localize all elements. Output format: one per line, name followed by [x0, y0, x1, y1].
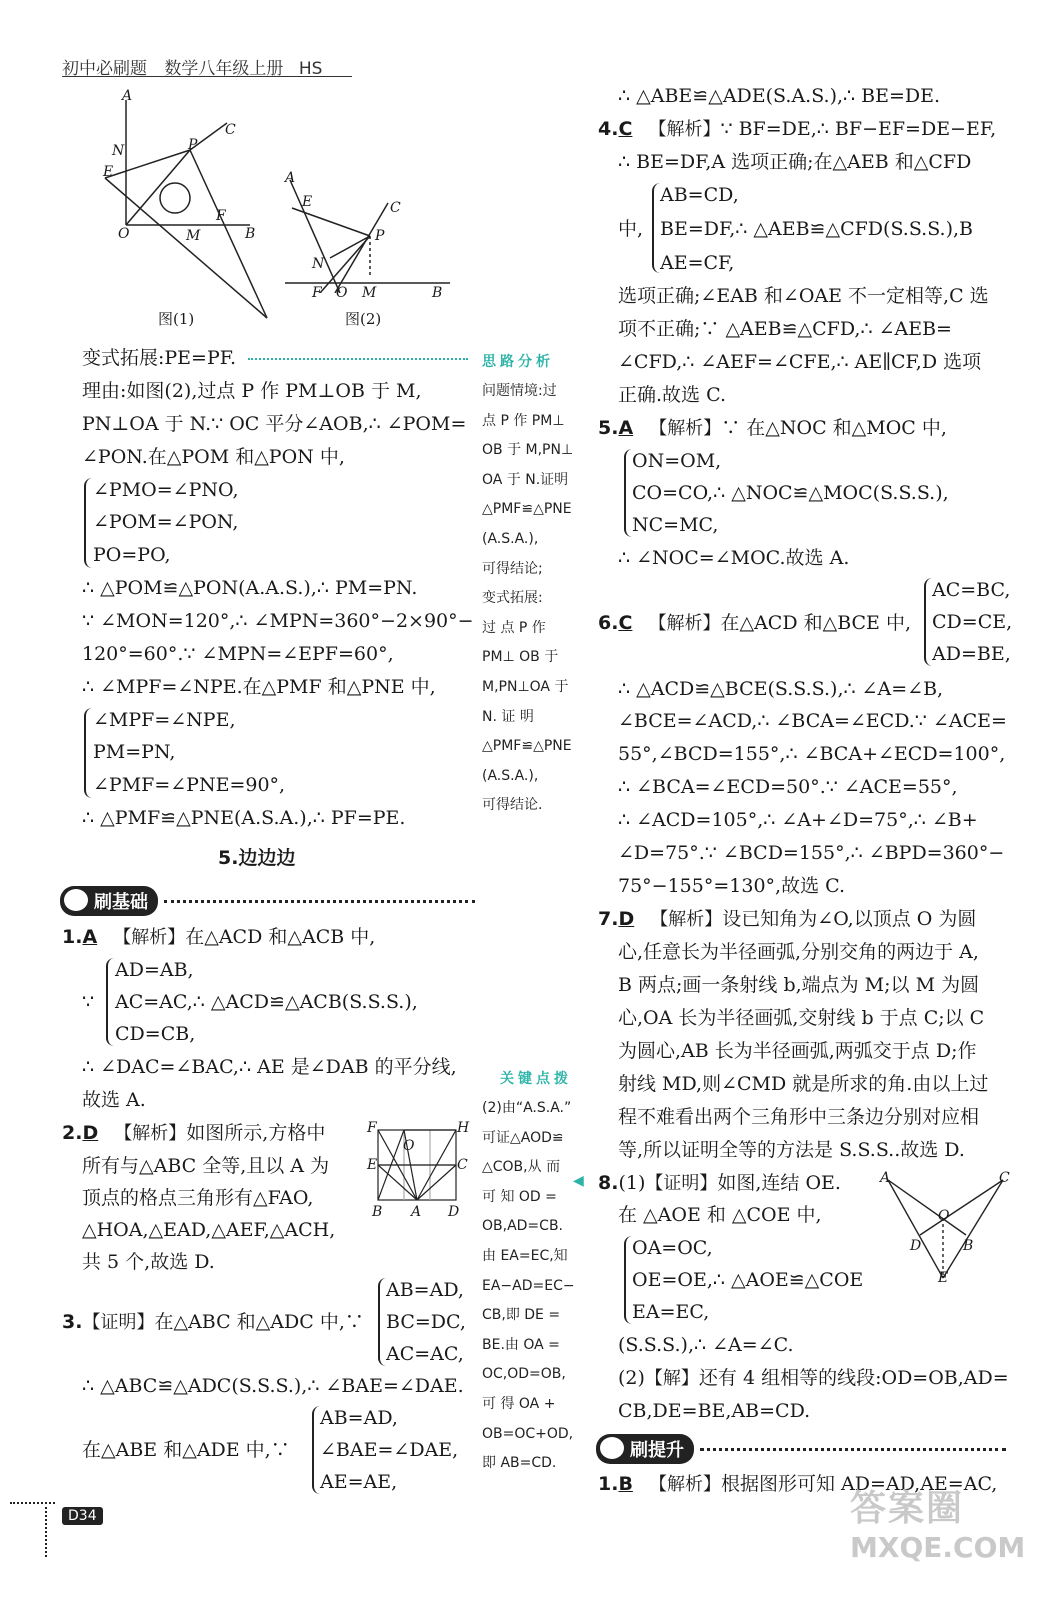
section-bar-advanced [596, 1434, 1006, 1464]
brace [106, 958, 114, 1046]
brace [378, 1278, 386, 1366]
sidebar-line: (A.S.A.), [482, 767, 539, 784]
system1-line-1: ∠PMO=∠PNO, [93, 479, 239, 501]
sidebar-pointer [248, 358, 468, 360]
page-number: D34 [62, 1507, 103, 1525]
q1-system-1: AD=AB, [115, 959, 194, 981]
grid-label-b: B [372, 1204, 383, 1220]
q3-system2-2: ∠BAE=∠DAE, [320, 1439, 459, 1461]
q7-line-7: 程不难看出两个三角形中三条边分别对应相 [618, 1106, 980, 1128]
q7-line-2: 心,任意长为半径画弧,分别交角的两边于 A, [618, 941, 979, 963]
sidebar-line: 变式拓展: [482, 590, 543, 607]
fig2-label-a: A [285, 170, 296, 186]
q1-number: 1. [62, 926, 83, 948]
q8-label-a: A [880, 1170, 891, 1186]
right-top-line: ∴ △ABE≌△ADE(S.A.S.),∴ BE=DE. [618, 85, 941, 107]
q2-number: 2. [62, 1122, 83, 1144]
p1-answer: B [618, 1473, 633, 1495]
sidebar-line: △COB,从 而 [482, 1159, 561, 1176]
q7-line-8: 等,所以证明全等的方法是 S.S.S..故选 D. [618, 1139, 965, 1161]
page-corner-rule [45, 1502, 47, 1557]
q3-tag: 【证明】 [82, 1312, 155, 1333]
q2-line-1: 如图所示,方格中 [186, 1122, 326, 1144]
q4-tag: 【解析】 [648, 119, 721, 140]
q4-line-2: ∴ BE=DF,A 选项正确;在△AEB 和△CFD [618, 151, 972, 173]
q6-number: 6. [598, 612, 619, 634]
after2-line: ∴ △PMF≌△PNE(A.S.A.),∴ PF=PE. [82, 807, 406, 829]
fig2-caption: 图(2) [345, 310, 382, 328]
q6-after-5: ∴ ∠ACD=105°,∴ ∠A+∠D=75°,∴ ∠B+ [618, 809, 978, 831]
q6-after-4: ∴ ∠BCA=∠ECD=50°.∵ ∠ACE=55°, [618, 776, 958, 798]
pointer-arrow-icon: ◀ [573, 1173, 584, 1189]
sidebar-line: PM⊥ OB 于 [482, 649, 559, 666]
q4-line-1: ∵ BF=DE,∴ BF−EF=DE−EF, [720, 118, 997, 140]
q6-after-2: ∠BCE=∠ACD,∴ ∠BCA=∠ECD.∵ ∠ACE= [618, 710, 1007, 732]
header-rule [62, 76, 352, 77]
sidebar-title-keypoint: 关键点拨 [500, 1071, 572, 1087]
q8-label-e: E [938, 1270, 949, 1286]
q4-system-3: AE=CF, [660, 252, 735, 274]
sidebar-line: 可 知 OD = [482, 1188, 557, 1205]
question-6 [598, 611, 911, 636]
after1-line-2: ∵ ∠MON=120°,∴ ∠MPN=360°−2×90°− [82, 610, 474, 632]
system1-line-2: ∠POM=∠PON, [93, 511, 239, 533]
sidebar-keypoint [482, 1094, 575, 1479]
system2-line-3: ∠PMF=∠PNE=90°, [93, 774, 286, 796]
q7-line-4: 心,OA 长为半径画弧,交射线 b 于点 C;以 C [618, 1007, 985, 1029]
sidebar-line: 由 EA=EC,知 [482, 1247, 568, 1264]
grid-label-o: O [403, 1138, 415, 1154]
q6-system-3: AD=BE, [932, 643, 1011, 665]
q4-prefix: 中, [618, 218, 644, 240]
q8-tag-2: 【解】 [644, 1368, 699, 1389]
q5-system-2: CO=CO,∴ △NOC≌△MOC(S.S.S.), [632, 482, 949, 504]
q7-line-1: 设已知角为∠O,以顶点 O 为圆 [722, 908, 977, 930]
sidebar-line: N. 证 明 [482, 708, 534, 725]
q1-tag: 【解析】 [113, 927, 186, 948]
q6-text: 在△ACD 和△BCE 中, [720, 612, 912, 634]
question-4 [598, 117, 996, 142]
q4-answer: C [618, 118, 633, 140]
header-edition: HS [298, 59, 323, 79]
q5-answer: A [618, 417, 634, 439]
q3-text-2: 在△ABE 和△ADE 中,∵ [82, 1439, 290, 1461]
q3-system-3: AC=AC, [386, 1343, 464, 1365]
sidebar-line: 可得结论; [482, 560, 543, 577]
sidebar-title-analysis: 思路分析 [482, 354, 554, 370]
fig2-label-n: N [312, 256, 325, 272]
q2-tag: 【解析】 [114, 1123, 187, 1144]
sidebar-line: 可得结论. [482, 797, 543, 814]
question-7 [598, 907, 976, 932]
q6-system-1: AC=BC, [932, 579, 1011, 601]
fig1-label-e: E [103, 164, 114, 180]
figure-2 [280, 168, 455, 293]
q4-after-1: 选项正确;∠EAB 和∠OAE 不一定相等,C 选 [618, 285, 989, 307]
q2-line-5: 共 5 个,故选 D. [82, 1251, 215, 1273]
p1-tag: 【解析】 [648, 1474, 721, 1495]
q5-number: 5. [598, 417, 619, 439]
fig2-label-b: B [432, 285, 443, 301]
sidebar-line: △PMF≌△PNE [482, 738, 572, 755]
page-corner-rule [10, 1502, 55, 1504]
q2-line-4: △HOA,△EAD,△AEF,△ACH, [82, 1219, 336, 1241]
q7-tag: 【解析】 [650, 909, 723, 930]
badge-advanced [596, 1434, 694, 1464]
watermark-bottom: MXQE.COM [850, 1531, 1026, 1564]
sidebar-line: CB,即 DE = [482, 1307, 561, 1324]
fig1-label-p: P [188, 137, 198, 153]
q5-system-1: ON=OM, [632, 450, 722, 472]
q2-line-2: 所有与△ABC 全等,且以 A 为 [82, 1155, 330, 1177]
q1-text: 在△ACD 和△ACB 中, [185, 926, 376, 948]
section-title: 5.边边边 [218, 847, 296, 869]
sidebar-line: 过 点 P 作 [482, 619, 546, 636]
q6-after-1: ∴ △ACD≌△BCE(S.S.S.),∴ ∠A=∠B, [618, 678, 944, 700]
q7-line-5: 为圆心,AB 长为半径画弧,两弧交于点 D;作 [618, 1040, 977, 1062]
q4-system-2: BE=DF,∴ △AEB≌△CFD(S.S.S.),B [660, 218, 973, 240]
fig1-label-f: F [216, 208, 226, 224]
q8-text: 如图,连结 OE. [717, 1172, 841, 1194]
q5-after: ∴ ∠NOC=∠MOC.故选 A. [618, 547, 850, 569]
header-book: 初中必刷题 [62, 59, 147, 79]
reason-line-3: ∠PON.在△POM 和△PON 中, [82, 446, 345, 468]
fig2-label-e: E [302, 194, 313, 210]
sidebar-line: M,PN⊥OA 于 [482, 678, 569, 695]
sidebar-line: △PMF≌△PNE [482, 501, 572, 518]
q1-system-3: CD=CB, [115, 1023, 196, 1045]
q6-answer: C [618, 612, 633, 634]
q8-label-o: O [938, 1208, 950, 1224]
q5-system-3: NC=MC, [632, 514, 719, 536]
q1-because: ∵ [82, 991, 95, 1013]
q3-text: 在△ABC 和△ADC 中,∵ [154, 1311, 364, 1333]
q1-after-2: 故选 A. [82, 1089, 146, 1111]
question-1 [62, 925, 375, 950]
pen-icon [64, 889, 88, 911]
p1-number: 1. [598, 1473, 619, 1495]
q5-tag: 【解析】 [649, 418, 722, 439]
fig1-caption: 图(1) [158, 310, 195, 328]
brace [312, 1406, 320, 1494]
q2-answer: D [82, 1122, 99, 1144]
grid-label-c: C [457, 1157, 468, 1173]
brace [84, 478, 92, 568]
q7-answer: D [618, 908, 635, 930]
q8-label-b: B [963, 1238, 974, 1254]
fig2-label-c: C [390, 200, 401, 216]
q5-text: ∵ 在△NOC 和△MOC 中, [721, 417, 947, 439]
fig1-label-n: N [112, 143, 125, 159]
figure-1 [95, 88, 270, 328]
q3-system2-1: AB=AD, [320, 1407, 398, 1429]
system1-line-3: PO=PO, [93, 544, 171, 566]
sidebar-line: OB,AD=CB. [482, 1218, 563, 1235]
q8-part-2 [618, 1366, 1009, 1391]
sidebar-line: OA 于 N.证明 [482, 471, 569, 488]
variant-line: 变式拓展:PE=PF. [82, 347, 237, 369]
grid-label-d: D [448, 1204, 460, 1220]
q3-system-1: AB=AD, [386, 1279, 464, 1301]
sidebar-line: 即 AB=CD. [482, 1455, 557, 1472]
after1-line-3: 120°=60°.∵ ∠MPN=∠EPF=60°, [82, 643, 394, 665]
grid-figure [373, 1125, 463, 1205]
q8-part-1: (1) [618, 1172, 646, 1194]
q4-after-4: 正确.故选 C. [618, 384, 726, 406]
question-2 [62, 1121, 325, 1146]
q8-text-2: 在 △AOE 和 △COE 中, [618, 1204, 822, 1226]
q4-after-3: ∠CFD,∴ ∠AEF=∠CFE,∴ AE∥CF,D 选项 [618, 351, 982, 373]
watermark-top: 答案圈 [850, 1488, 965, 1529]
q3-after: ∴ △ABC≌△ADC(S.S.S.),∴ ∠BAE=∠DAE. [82, 1375, 464, 1397]
dotted-rule [700, 1448, 1006, 1451]
header-subject: 数学八年级上册 [164, 59, 284, 79]
fig1-label-a: A [122, 88, 133, 104]
sidebar-line: BE.由 OA = [482, 1336, 560, 1353]
q8-system-2: OE=OE,∴ △AOE≌△COE [632, 1269, 864, 1291]
q1-answer: A [82, 926, 98, 948]
q8-label-d: D [910, 1238, 922, 1254]
q4-number: 4. [598, 118, 619, 140]
fig1-label-m: M [186, 228, 201, 244]
fig1-label-c: C [225, 122, 236, 138]
fig1-label-o: O [118, 226, 130, 242]
q7-line-3: B 两点;画一条射线 b,端点为 M;以 M 为圆 [618, 974, 980, 996]
sidebar-line: OC,OD=OB, [482, 1366, 566, 1383]
q1-after-1: ∴ ∠DAC=∠BAC,∴ AE 是∠DAB 的平分线, [82, 1056, 457, 1078]
q8-system-1: OA=OC, [632, 1237, 713, 1259]
after1-line-4: ∴ ∠MPF=∠NPE.在△PMF 和△PNE 中, [82, 676, 436, 698]
sidebar-line: 问题情境:过 [482, 383, 557, 399]
q7-line-6: 射线 MD,则∠CMD 就是所求的角.由以上过 [618, 1073, 989, 1095]
brace [624, 1236, 632, 1324]
q2-line-3: 顶点的格点三角形有△FAO, [82, 1187, 314, 1209]
q8-after: (S.S.S.),∴ ∠A=∠C. [618, 1334, 794, 1356]
grid-label-e: E [367, 1157, 378, 1173]
fig2-label-o: O [336, 285, 348, 301]
q6-after-3: 55°,∠BCD=155°,∴ ∠BCA+∠ECD=100°, [618, 743, 1006, 765]
after1-line-1: ∴ △POM≌△PON(A.A.S.),∴ PM=PN. [82, 577, 418, 599]
pen-icon [600, 1437, 624, 1459]
q3-number: 3. [62, 1311, 83, 1333]
q8-text-3: 还有 4 组相等的线段:OD=OB,AD= [698, 1367, 1009, 1389]
grid-label-f: F [367, 1120, 377, 1136]
q8-part-2-label: (2) [618, 1367, 645, 1389]
question-3 [62, 1310, 364, 1335]
fig2-label-f: F [312, 285, 322, 301]
q8-tag: 【证明】 [645, 1173, 718, 1194]
q8-text-4: CB,DE=BE,AB=CD. [618, 1400, 811, 1422]
question-5 [598, 416, 947, 441]
q8-number: 8. [598, 1172, 619, 1194]
q4-after-2: 项不正确;∵ △AEB≌△CFD,∴ ∠AEB= [618, 318, 952, 340]
q6-tag: 【解析】 [648, 613, 721, 634]
sidebar-line: EA−AD=EC− [482, 1277, 575, 1294]
brace [84, 708, 92, 798]
q8-system-3: EA=EC, [632, 1301, 710, 1323]
sidebar-line: (A.S.A.), [482, 530, 539, 547]
grid-label-a: A [411, 1204, 422, 1220]
p1-text: 根据图形可知 AD=AD,AE=AC, [720, 1473, 998, 1495]
sidebar-analysis [482, 377, 573, 821]
sidebar-line: 可 得 OA + [482, 1395, 556, 1412]
q6-system-2: CD=CE, [932, 611, 1013, 633]
q7-number: 7. [598, 908, 619, 930]
q6-after-7: 75°−155°=130°,故选 C. [618, 875, 846, 897]
badge-advanced-label: 刷提升 [630, 1440, 684, 1461]
q3-system2-3: AE=AE, [320, 1471, 398, 1493]
brace [652, 183, 660, 273]
sidebar-line: 点 P 作 PM⊥ [482, 412, 565, 429]
sidebar-line: (2)由“A.S.A.” [482, 1100, 572, 1116]
badge-basic [60, 886, 158, 916]
system2-line-2: PM=PN, [93, 741, 176, 763]
sidebar-line: OB 于 M,PN⊥ [482, 442, 574, 459]
q3-system-2: BC=DC, [386, 1311, 466, 1333]
q1-system-2: AC=AC,∴ △ACD≌△ACB(S.S.S.), [115, 991, 418, 1013]
sidebar-line: OB=OC+OD, [482, 1425, 574, 1442]
dotted-rule [164, 900, 475, 903]
reason-line-1: 理由:如图(2),过点 P 作 PM⊥OB 于 M, [82, 380, 422, 402]
system2-line-1: ∠MPF=∠NPE, [93, 709, 236, 731]
watermark [850, 1480, 1025, 1564]
q6-after-6: ∠D=75°.∵ ∠BCD=155°,∴ ∠BPD=360°− [618, 842, 1005, 864]
section-bar-basic [60, 886, 475, 916]
brace [624, 449, 632, 537]
reason-line-2: PN⊥OA 于 N.∵ OC 平分∠AOB,∴ ∠POM= [82, 413, 467, 435]
badge-basic-label: 刷基础 [94, 892, 148, 913]
grid-label-h: H [457, 1120, 470, 1136]
fig2-label-m: M [362, 285, 377, 301]
q8-label-c: C [999, 1170, 1010, 1186]
brace [924, 578, 932, 666]
question-8 [598, 1171, 841, 1196]
fig2-label-p: P [375, 228, 385, 244]
q4-system-1: AB=CD, [660, 184, 739, 206]
sidebar-line: 可证△AOD≌ [482, 1129, 564, 1146]
fig1-label-b: B [245, 226, 256, 242]
